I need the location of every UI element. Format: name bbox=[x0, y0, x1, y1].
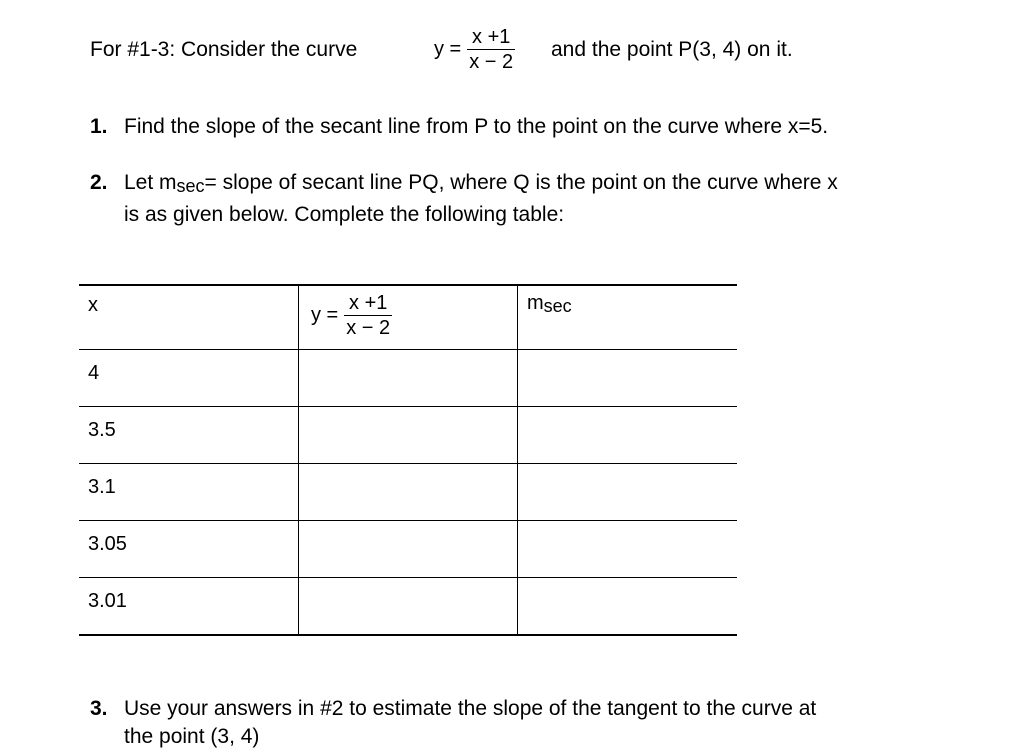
x-cell bbox=[79, 521, 299, 578]
table-row bbox=[79, 350, 737, 407]
header-x bbox=[79, 285, 299, 350]
header-y-denominator: x − 2 bbox=[346, 317, 391, 340]
table-row bbox=[79, 407, 737, 464]
intro-equation bbox=[434, 26, 515, 73]
secant-table bbox=[79, 284, 737, 636]
msec-cell[interactable] bbox=[518, 350, 738, 407]
intro-numerator: x +1 bbox=[472, 26, 511, 48]
x-cell bbox=[79, 407, 299, 464]
header-y-lhs: y = bbox=[311, 304, 339, 327]
intro-eq-lhs: y = bbox=[434, 38, 462, 61]
header-msec-label bbox=[518, 286, 737, 315]
header-x-label: x bbox=[88, 294, 98, 316]
fraction-bar bbox=[467, 49, 515, 50]
question-text-line1 bbox=[124, 167, 838, 199]
question-text-line2: is as given below. Complete the following table: bbox=[124, 203, 565, 226]
x-value: 3.5 bbox=[88, 419, 116, 441]
table-header-row bbox=[79, 285, 737, 350]
intro-suffix: and the point P(3, 4) on it. bbox=[551, 38, 793, 61]
fraction-bar bbox=[344, 315, 392, 316]
x-value: 4 bbox=[88, 362, 100, 384]
header-y-equation bbox=[299, 286, 517, 339]
header-y-numerator: x +1 bbox=[349, 292, 388, 314]
msec-main: m bbox=[527, 292, 544, 314]
question-text: Find the slope of the secant line from P to the point on the curve where x=5. bbox=[124, 115, 829, 138]
question-number: 2. bbox=[90, 171, 108, 194]
question-number: 3. bbox=[90, 697, 108, 720]
q2-pre: Let m bbox=[124, 171, 177, 194]
x-cell bbox=[79, 578, 299, 636]
msec-cell[interactable] bbox=[518, 407, 738, 464]
msec-cell[interactable] bbox=[518, 521, 738, 578]
x-cell bbox=[79, 350, 299, 407]
y-cell[interactable] bbox=[299, 350, 518, 407]
header-y-fraction bbox=[344, 292, 392, 339]
question-text-line2: the point (3, 4) bbox=[124, 725, 260, 748]
msec-cell[interactable] bbox=[518, 464, 738, 521]
q2-post: = slope of secant line PQ, where Q is the point on the curve where x bbox=[204, 171, 838, 194]
msec-cell[interactable] bbox=[518, 578, 738, 636]
header-msec bbox=[518, 285, 738, 350]
x-value: 3.05 bbox=[88, 533, 127, 555]
table-row bbox=[79, 578, 737, 636]
table-row bbox=[79, 521, 737, 578]
intro-fraction bbox=[467, 26, 515, 73]
msec-sub: sec bbox=[543, 296, 572, 316]
x-value: 3.1 bbox=[88, 476, 116, 498]
y-cell[interactable] bbox=[299, 521, 518, 578]
intro-denominator: x − 2 bbox=[469, 51, 514, 74]
y-cell[interactable] bbox=[299, 407, 518, 464]
x-value: 3.01 bbox=[88, 590, 127, 612]
question-text-line1: Use your answers in #2 to estimate the slope of the tangent to the curve at bbox=[124, 697, 817, 720]
y-cell[interactable] bbox=[299, 578, 518, 636]
table-row bbox=[79, 464, 737, 521]
intro-prefix: For #1-3: Consider the curve bbox=[90, 38, 358, 61]
header-y bbox=[299, 285, 518, 350]
q2-sub: sec bbox=[176, 176, 205, 196]
x-cell bbox=[79, 464, 299, 521]
y-cell[interactable] bbox=[299, 464, 518, 521]
question-number: 1. bbox=[90, 115, 108, 138]
